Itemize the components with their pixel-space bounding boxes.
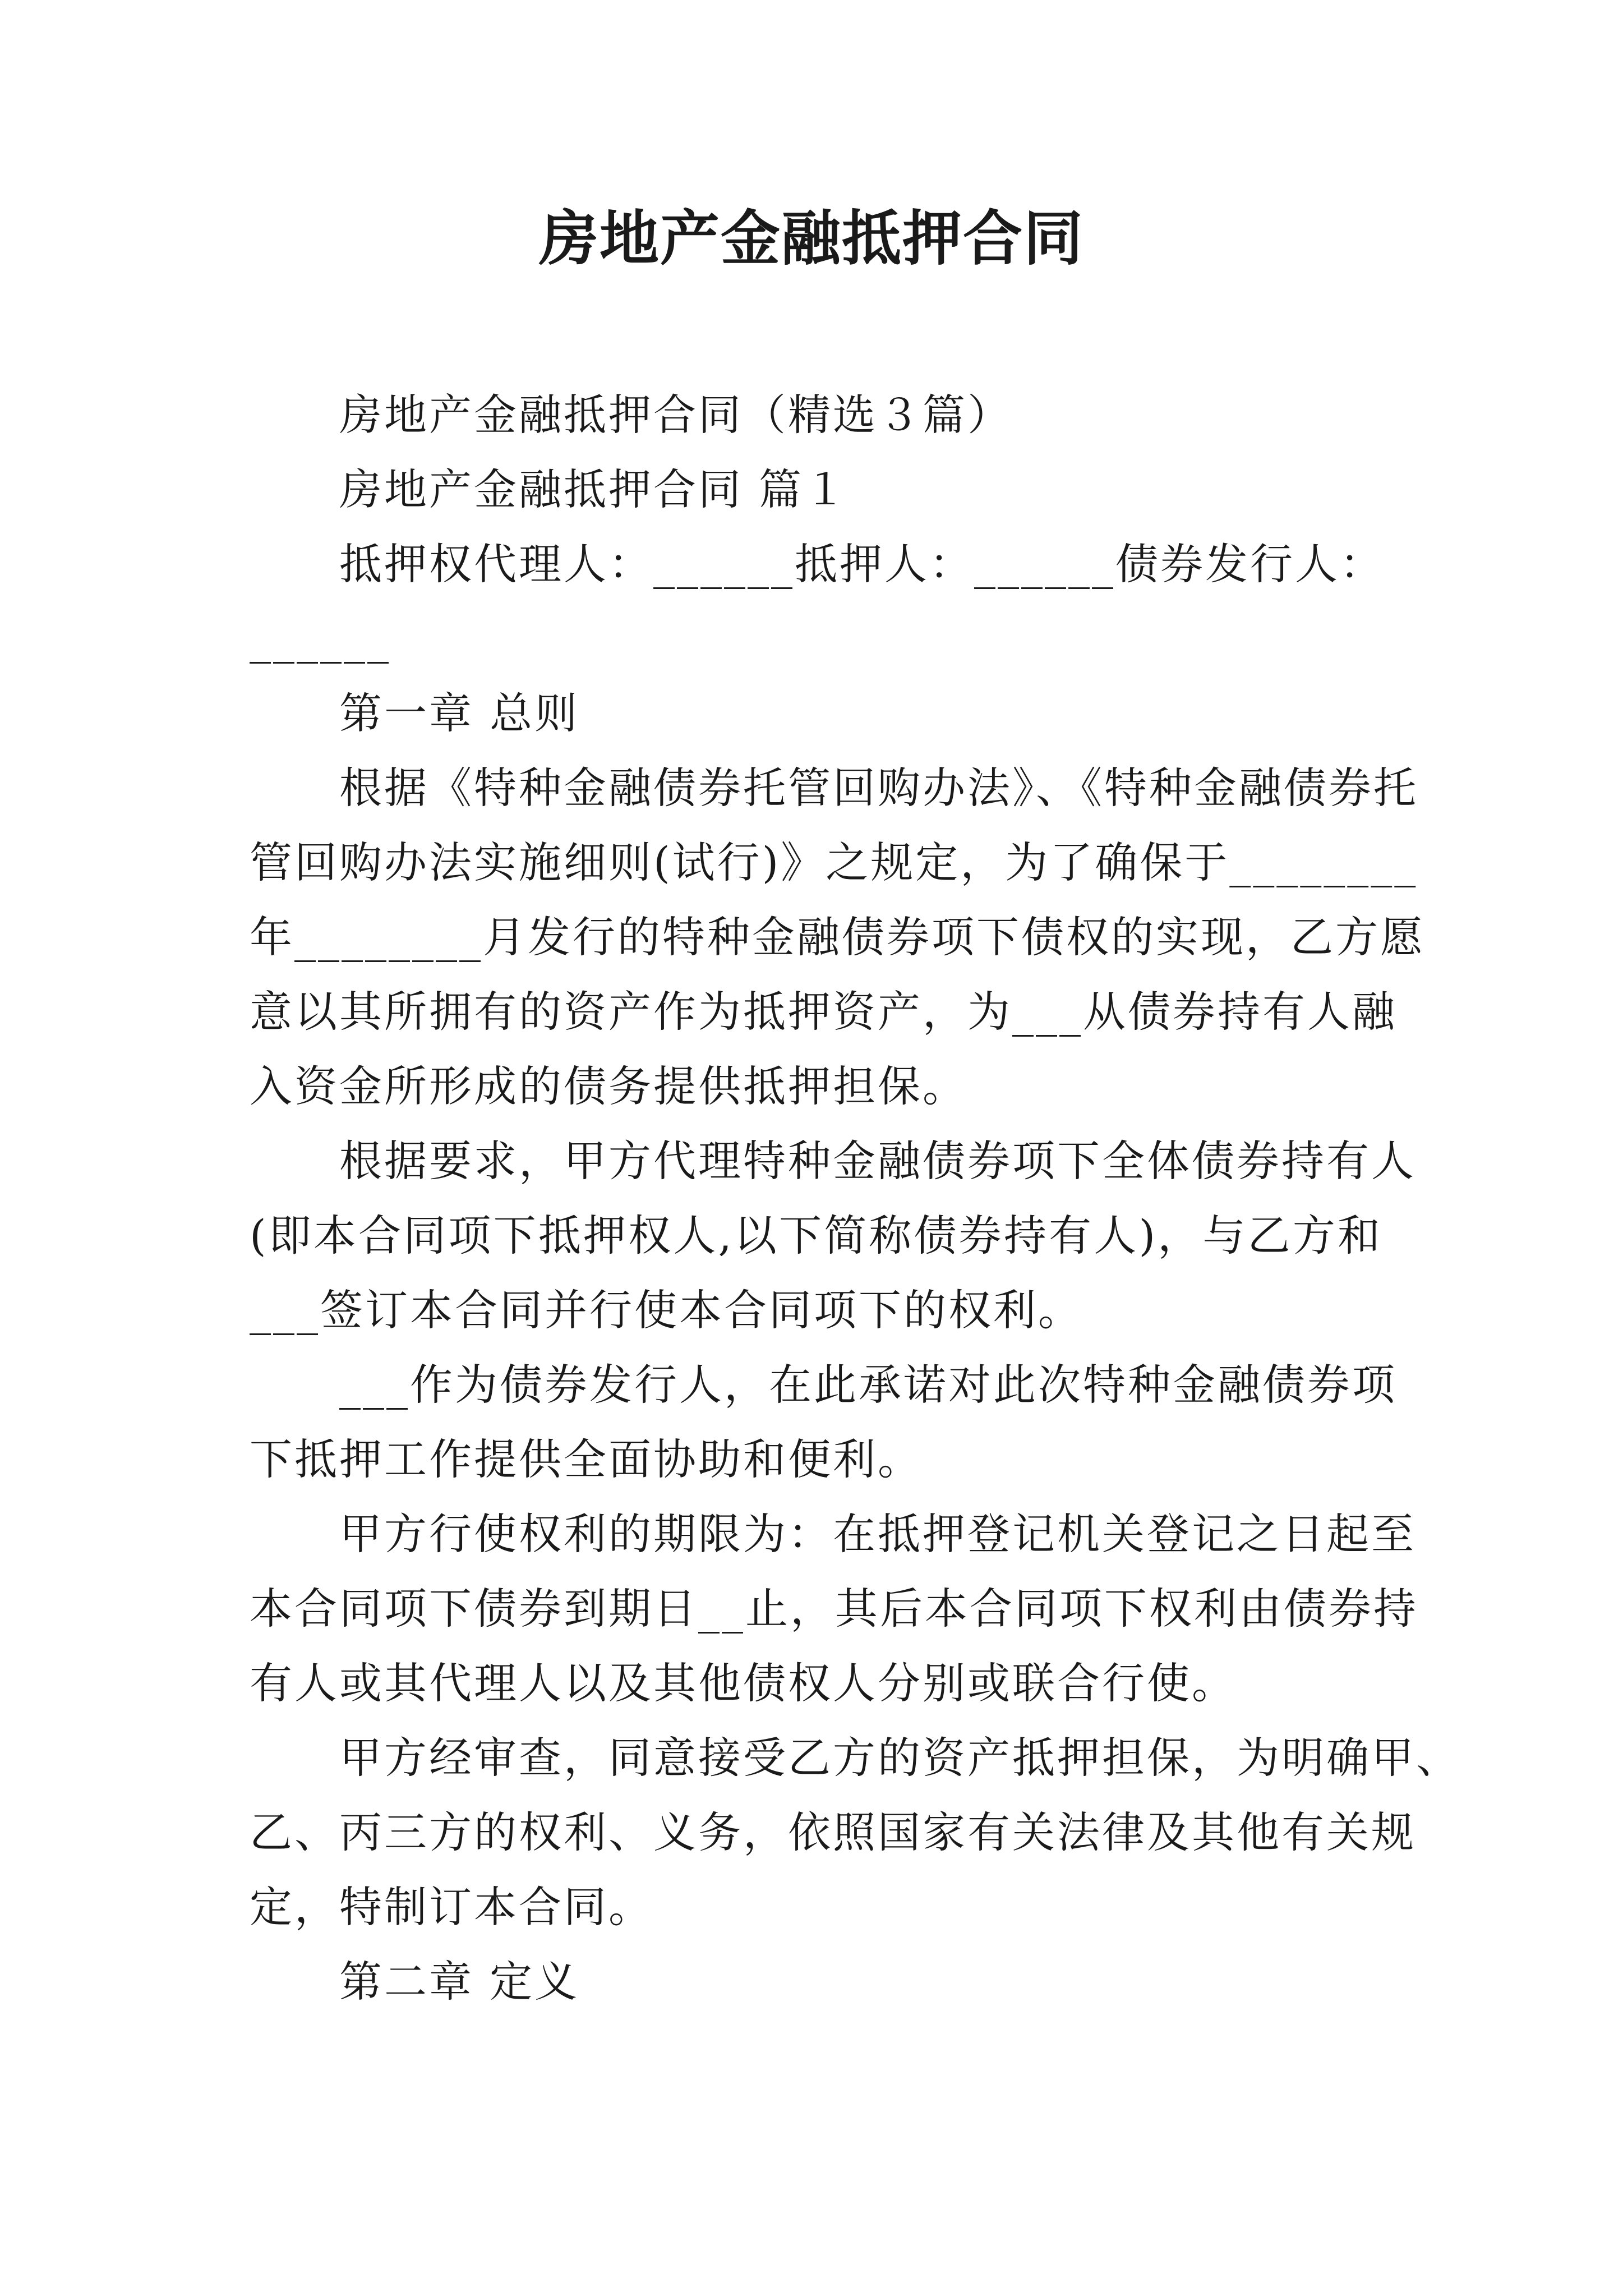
paragraph-line: 管回购办法实施细则(试行)》之规定，为了确保于________ xyxy=(250,838,1418,887)
parties-line-continued: ______ xyxy=(250,614,391,664)
paragraph-line: 本合同项下债券到期日__止，其后本合同项下权利由债券持 xyxy=(250,1584,1418,1634)
chapter-heading: 第二章 定义 xyxy=(339,1957,580,2007)
paragraph-line: 定，特制订本合同。 xyxy=(250,1882,653,1932)
paragraph-line: 甲方经审查，同意接受乙方的资产抵押担保，为明确甲、 xyxy=(339,1733,1461,1783)
paragraph-line: 有人或其代理人以及其他债权人分别或联合行使。 xyxy=(250,1658,1237,1708)
paragraph-line: 甲方行使权利的期限为：在抵押登记机关登记之日起至 xyxy=(339,1509,1416,1559)
paragraph-line: 下抵押工作提供全面协助和便利。 xyxy=(250,1434,923,1484)
parties-line: 抵押权代理人：______抵押人：______债券发行人： xyxy=(339,539,1385,589)
collection-title: 房地产金融抵押合同（精选３篇） xyxy=(339,390,1012,440)
paragraph-line: 年________月发行的特种金融债券项下债权的实现，乙方愿 xyxy=(250,912,1425,962)
paragraph-line: (即本合同项下抵押权人,以下简称债券持有人)，与乙方和 xyxy=(250,1211,1382,1260)
paragraph-line: 乙、丙三方的权利、义务，依照国家有关法律及其他有关规 xyxy=(250,1807,1416,1857)
paragraph-line: ___作为债券发行人，在此承诺对此次特种金融债券项 xyxy=(339,1360,1397,1410)
paragraph-line: 根据要求，甲方代理特种金融债券项下全体债券持有人 xyxy=(339,1136,1416,1186)
section-heading: 房地产金融抵押合同 篇１ xyxy=(339,464,849,514)
document-title: 房地产金融抵押合同 xyxy=(539,203,1084,273)
paragraph-line: 意以其所拥有的资产作为抵押资产，为___从债券持有人融 xyxy=(250,987,1397,1037)
chapter-heading: 第一章 总则 xyxy=(339,688,580,738)
paragraph-line: 根据《特种金融债券托管回购办法》、《特种金融债券托 xyxy=(339,763,1418,813)
paragraph-line: 入资金所形成的债务提供抵押担保。 xyxy=(250,1061,967,1111)
paragraph-line: ___签订本合同并行使本合同项下的权利。 xyxy=(250,1285,1083,1335)
